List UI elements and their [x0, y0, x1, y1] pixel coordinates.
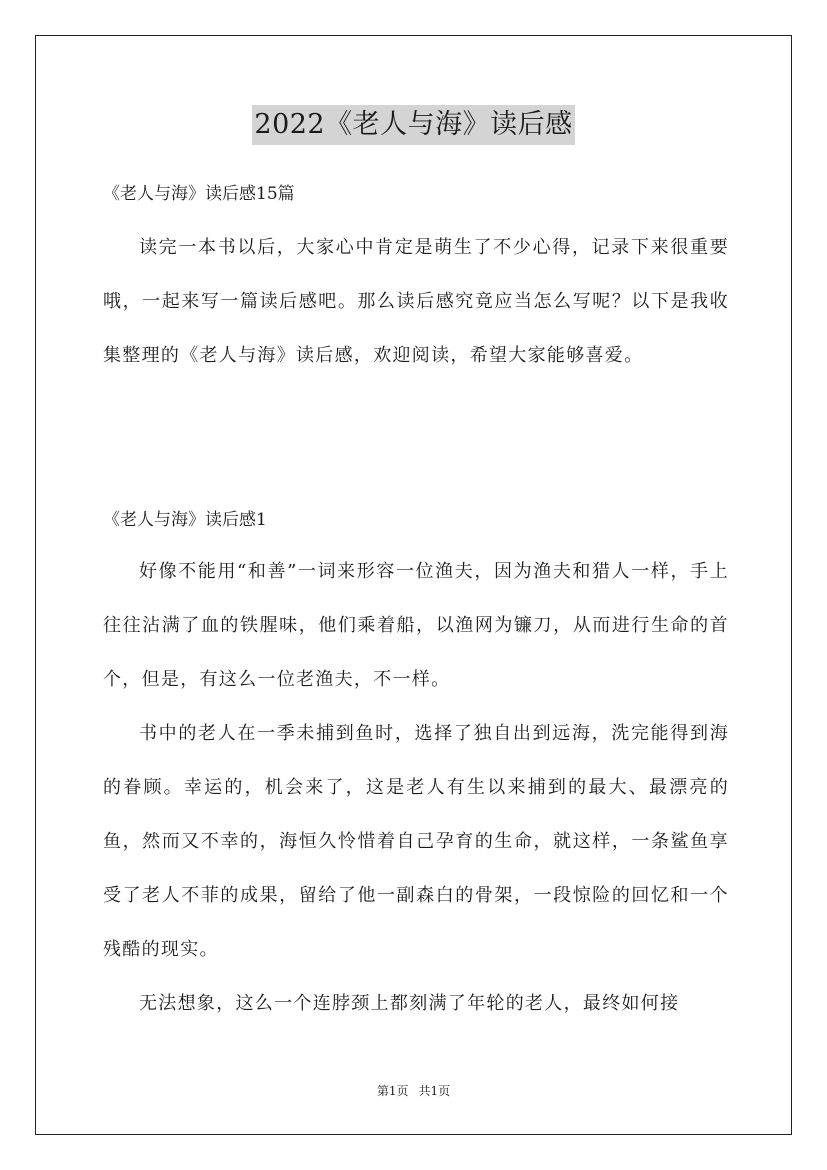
page-footer — [0, 1083, 827, 1099]
document-title: 2022《老人与海》读后感 — [0, 103, 827, 145]
section-heading: 《老人与海》读后感1 — [103, 510, 267, 530]
body-paragraph-1: 好像不能用“和善”一词来形容一位渔夫，因为渔夫和猎人一样，手上往往沾满了血的铁腥味，他们乘着船，以渔网为镰刀，从而进行生命的首个，但是，有这么一位老渔夫，不一样。 — [103, 561, 729, 690]
intro-paragraph: 读完一本书以后，大家心中肯定是萌生了不少心得，记录下来很重要哦，一起来写一篇读后感吧。那么读后感究竟应当怎么写呢？以下是我收集整理的《老人与海》读后感，欢迎阅读，希望大家能够喜爱。 — [103, 237, 729, 366]
page-total: 共1页 — [418, 1084, 451, 1098]
page-number: 第1页 — [376, 1084, 409, 1098]
body-paragraph-3: 无法想象，这么一个连脖颈上都刻满了年轮的老人，最终如何接 — [139, 993, 680, 1014]
body-paragraph-2: 书中的老人在一季未捕到鱼时，选择了独自出到远海，洗完能得到海的眷顾。幸运的，机会来了，这是老人有生以来捕到的最大、最漂亮的鱼，然而又不幸的，海恒久怜惜着自己孕育的生命，就这样，一条鲨鱼享受了老人不菲的成果，留给了他一副森白的骨架，一段惊险的回忆和一个残酷的现实。 — [103, 723, 729, 960]
document-subtitle: 《老人与海》读后感15篇 — [103, 184, 295, 204]
